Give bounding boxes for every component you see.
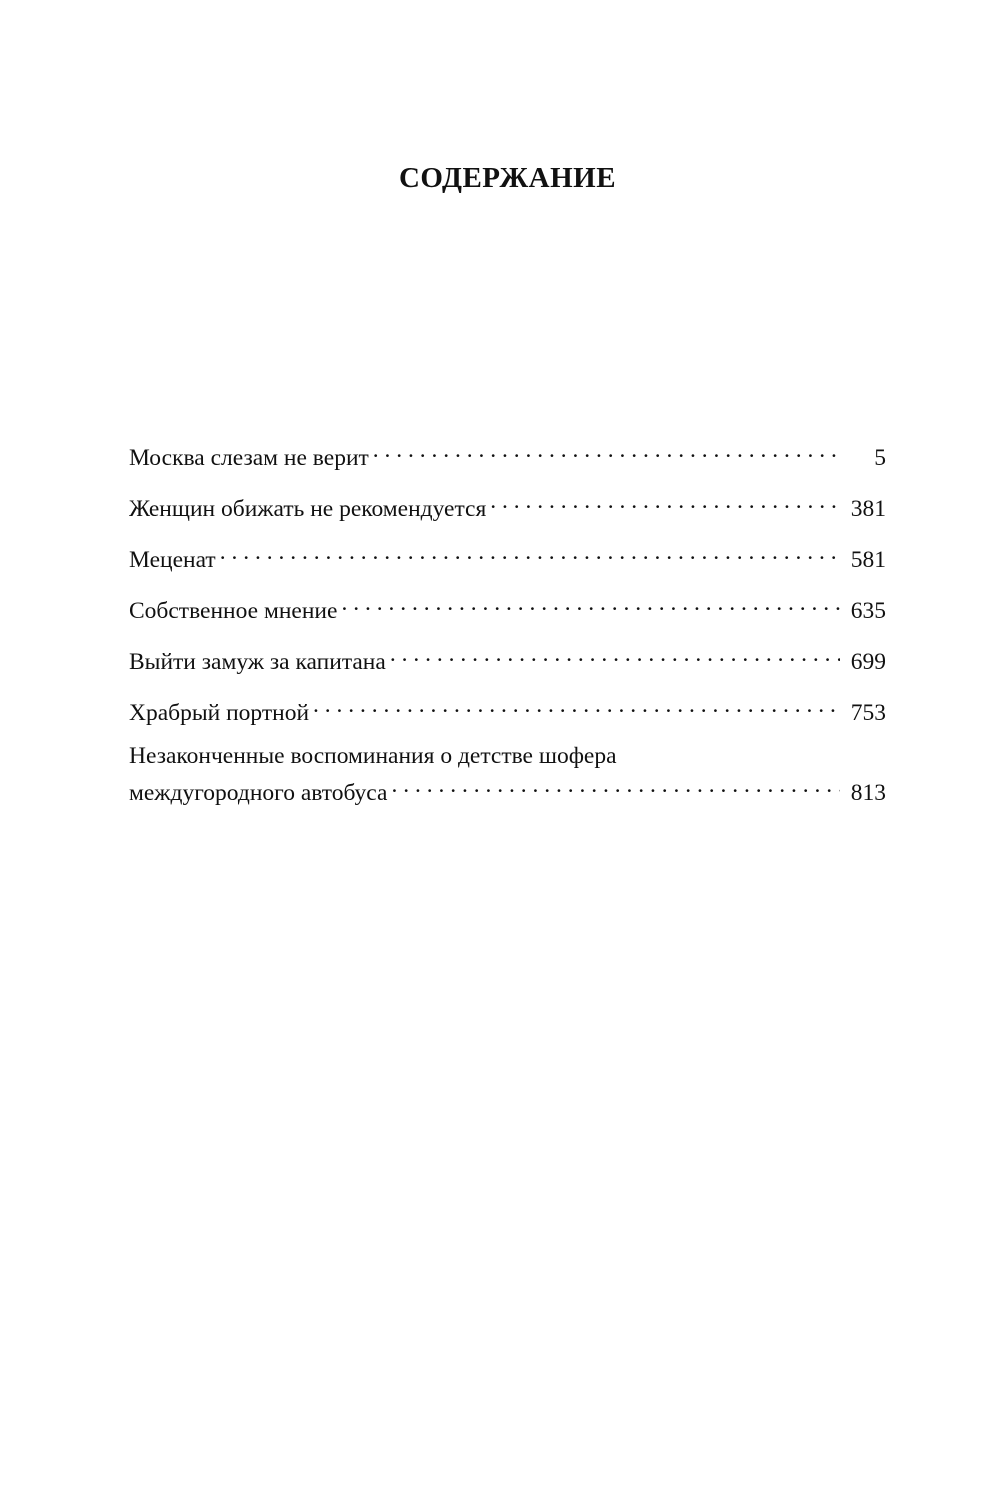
toc-entry-title: Москва слезам не верит xyxy=(129,445,369,471)
toc-entry-page: 381 xyxy=(850,496,886,522)
toc-entry-page: 581 xyxy=(850,547,886,573)
toc-entry[interactable] xyxy=(129,640,886,677)
toc-entry-page: 753 xyxy=(850,700,886,726)
dot-leader xyxy=(390,640,840,669)
dot-leader xyxy=(490,487,840,516)
table-of-contents xyxy=(129,436,886,822)
toc-entry[interactable] xyxy=(129,589,886,626)
dot-leader xyxy=(313,691,840,720)
toc-entry[interactable] xyxy=(129,742,886,808)
toc-entry[interactable] xyxy=(129,691,886,728)
toc-entry-title: Меценат xyxy=(129,547,216,573)
toc-entry[interactable] xyxy=(129,487,886,524)
dot-leader xyxy=(373,436,840,465)
dot-leader xyxy=(391,771,840,800)
toc-entry-title: Женщин обижать не рекомендуется xyxy=(129,496,487,522)
toc-entry-page: 699 xyxy=(850,649,886,675)
page-title: СОДЕРЖАНИЕ xyxy=(398,162,617,194)
toc-entry-title-line1: Незаконченные воспоминания о детстве шофера xyxy=(129,743,617,769)
toc-entry-title-line2: междугородного автобуса xyxy=(129,780,388,806)
toc-entry-page: 635 xyxy=(850,598,886,624)
toc-entry[interactable] xyxy=(129,436,886,473)
toc-entry-page: 813 xyxy=(850,780,886,806)
toc-entry-title: Храбрый портной xyxy=(129,700,310,726)
toc-entry-title: Собственное мнение xyxy=(129,598,338,624)
toc-entry[interactable] xyxy=(129,538,886,575)
toc-entry-page: 5 xyxy=(874,445,886,471)
dot-leader xyxy=(220,538,840,567)
dot-leader xyxy=(341,589,840,618)
toc-entry-title: Выйти замуж за капитана xyxy=(129,649,386,675)
